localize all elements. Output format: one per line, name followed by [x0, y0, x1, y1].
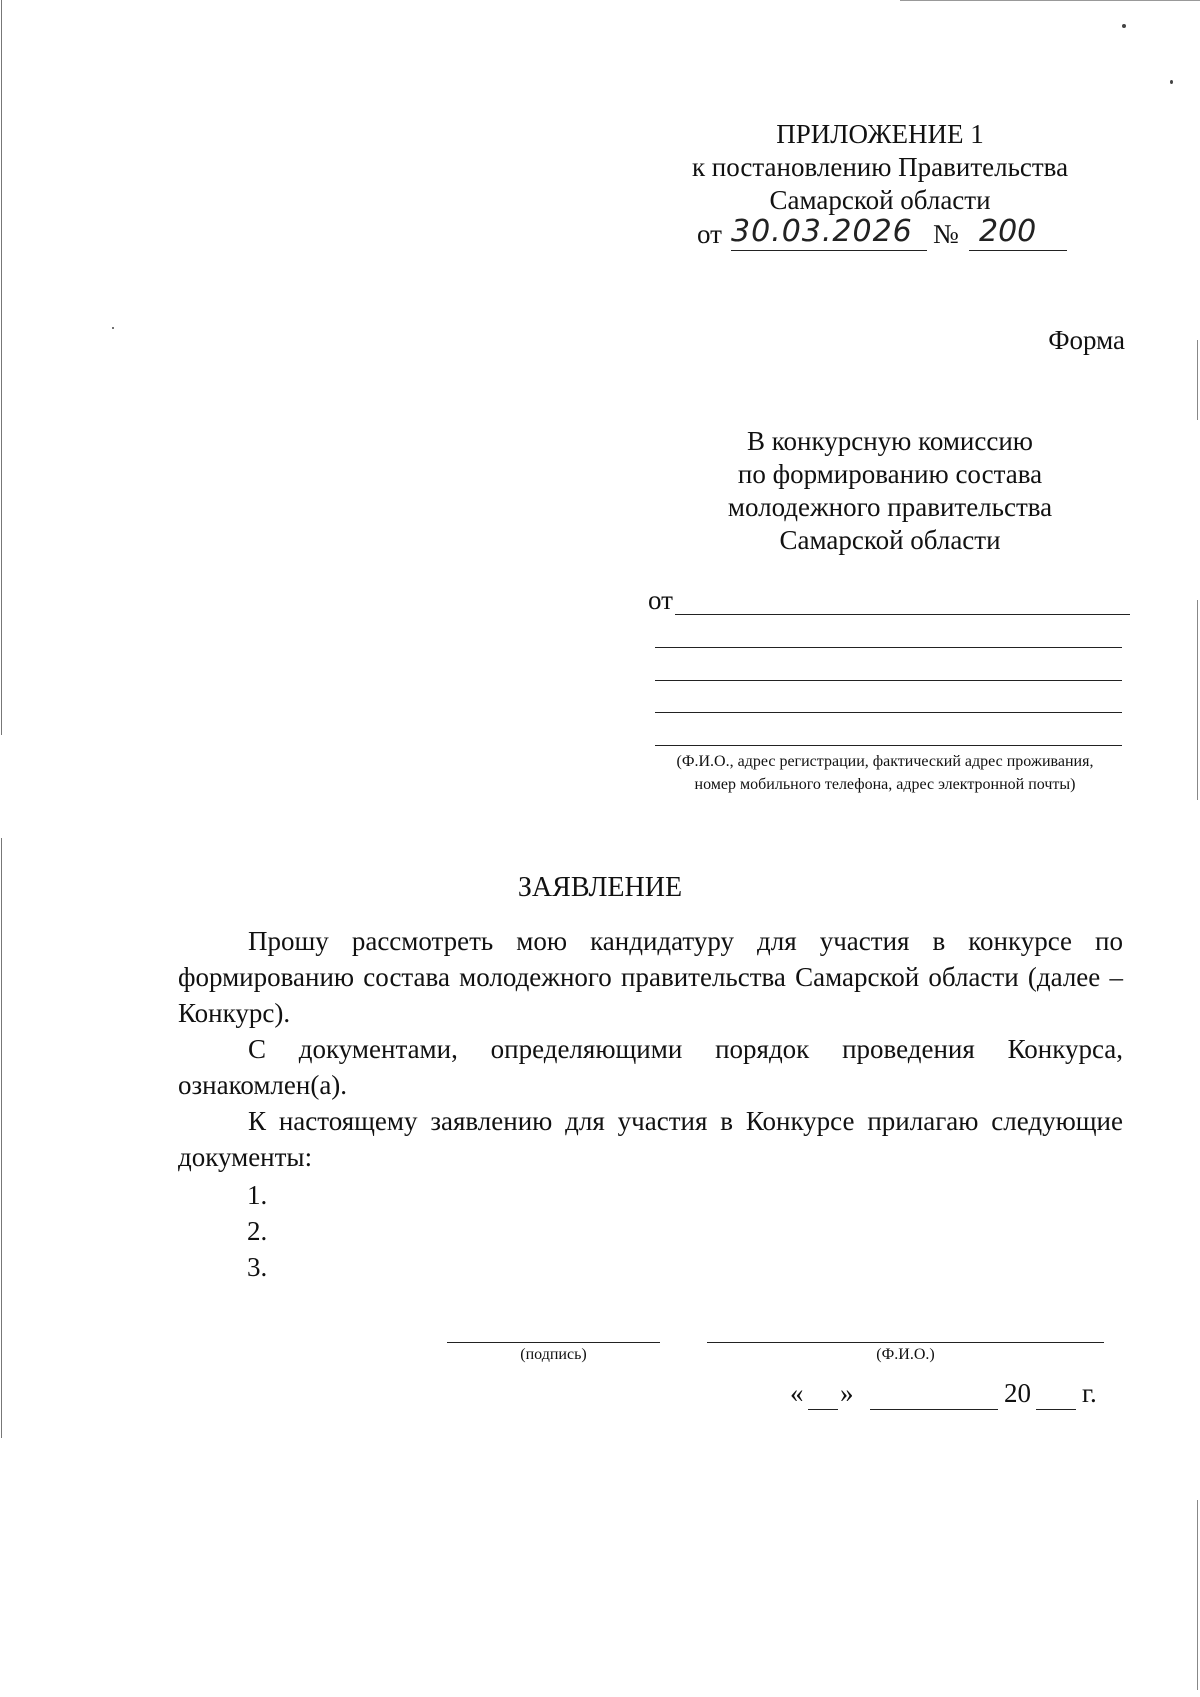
- year-suffix: г.: [1082, 1378, 1097, 1408]
- scan-speck: [112, 327, 114, 329]
- appendix-title: ПРИЛОЖЕНИЕ 1: [776, 119, 984, 149]
- addressee-line-2: по формированию состава: [737, 459, 1043, 489]
- statement-paragraph-2: С документами, определяющими порядок проведения Конкурса, ознакомлен(а).: [178, 1034, 1123, 1100]
- statement-title: ЗАЯВЛЕНИЕ: [517, 872, 683, 903]
- from-prefix: от: [648, 585, 673, 615]
- month-field-line[interactable]: [870, 1409, 998, 1410]
- from-caption: [640, 750, 1130, 796]
- handwritten-date: 30.03.2026: [731, 214, 913, 249]
- scan-edge-left: [1, 0, 2, 735]
- statement-paragraph-3: К настоящему заявлению для участия в Конкурсе прилагаю следующие документы:: [178, 1106, 1123, 1172]
- close-quote: »: [840, 1378, 854, 1408]
- statement-paragraph-1: Прошу рассмотреть мою кандидатуру для участия в конкурсе по формированию состава молодежного правительства Самарской области (далее – Конкурс).: [178, 926, 1123, 1028]
- addressee-line-1: В конкурсную комиссию: [747, 426, 1033, 456]
- addressee-line-3: молодежного правительства: [727, 492, 1053, 522]
- appendix-line-3: Самарской области: [769, 185, 991, 215]
- name-line[interactable]: [707, 1342, 1104, 1343]
- scan-speck: [1170, 80, 1173, 84]
- list-item: 3.: [247, 1252, 268, 1282]
- date-prefix: от: [697, 219, 722, 249]
- statement-paragraph-3-block: [178, 1103, 1123, 1175]
- open-quote: «: [790, 1378, 804, 1408]
- addressee-block: [690, 425, 1090, 557]
- day-field-line[interactable]: [808, 1409, 838, 1410]
- number-underline: [969, 250, 1067, 251]
- scan-edge-right: [1197, 1500, 1198, 1690]
- number-prefix: №: [933, 219, 959, 249]
- documents-list: [247, 1177, 267, 1285]
- scan-edge-left: [1, 838, 2, 1438]
- scan-edge-top: [900, 0, 1200, 1]
- appendix-line-2: к постановлению Правительства: [691, 152, 1069, 182]
- handwritten-number: 200: [979, 214, 1037, 249]
- list-item: 1.: [247, 1180, 268, 1210]
- date-underline: [731, 250, 927, 251]
- resolution-date-number: [697, 214, 1117, 254]
- from-field-line[interactable]: [655, 680, 1122, 681]
- footer-date: [790, 1378, 1110, 1418]
- signature-caption: (подпись): [520, 1346, 587, 1363]
- addressee-line-4: Самарской области: [779, 525, 1001, 555]
- from-field-line[interactable]: [655, 745, 1122, 746]
- statement-paragraph-2-block: [178, 1031, 1123, 1103]
- from-caption-line-2: номер мобильного телефона, адрес электронной почты): [694, 776, 1076, 793]
- scan-speck: [1122, 24, 1126, 28]
- from-field-line[interactable]: [675, 614, 1130, 615]
- statement-paragraph-1-block: [178, 923, 1123, 1031]
- signature-line[interactable]: [447, 1342, 660, 1343]
- scan-edge-right: [1197, 600, 1198, 800]
- name-caption: (Ф.И.О.): [876, 1346, 935, 1363]
- appendix-header: [640, 118, 1120, 217]
- year-field-line[interactable]: [1036, 1409, 1076, 1410]
- from-field-line[interactable]: [655, 647, 1122, 648]
- list-item: 2.: [247, 1216, 268, 1246]
- from-field-line[interactable]: [655, 712, 1122, 713]
- year-prefix: 20: [1004, 1378, 1031, 1408]
- from-caption-line-1: (Ф.И.О., адрес регистрации, фактический адрес проживания,: [676, 753, 1094, 770]
- scan-edge-right: [1197, 340, 1198, 420]
- forma-label: Форма: [1048, 325, 1125, 355]
